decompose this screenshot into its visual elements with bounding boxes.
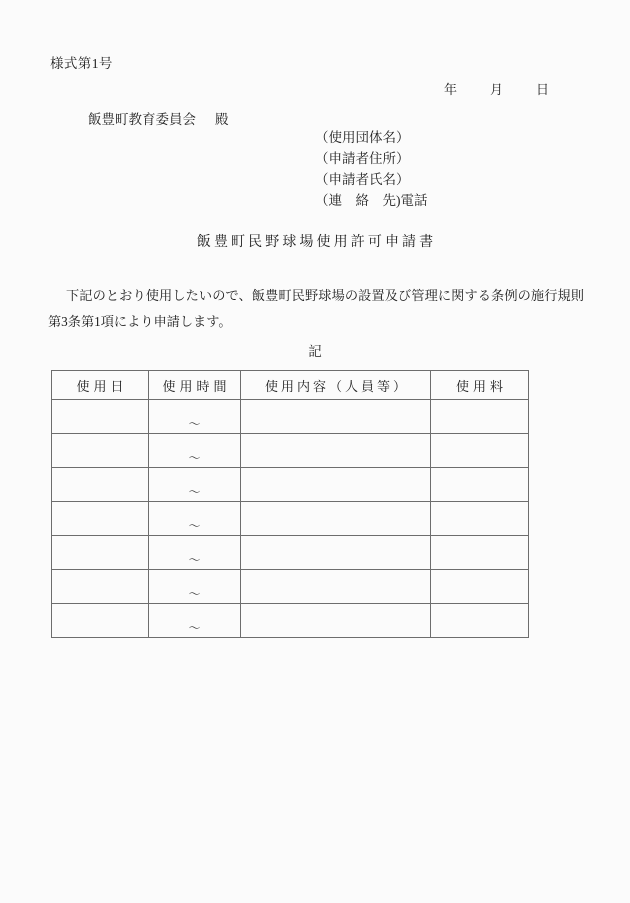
applicant-group-name-label: （使用団体名） [315,130,410,145]
column-header-usage-fee: 使用料 [431,371,529,400]
table-row [52,570,529,604]
ki-marker: 記 [308,344,322,359]
cell-usage-fee[interactable] [431,502,529,536]
table-row [52,434,529,468]
date-month-label: 月 [490,82,504,97]
date-line [444,79,549,98]
addressee-honorific: 殿 [215,112,229,127]
cell-usage-date[interactable] [52,570,149,604]
applicant-address-label: （申請者住所） [315,151,410,166]
cell-usage-detail[interactable] [241,604,431,638]
cell-usage-time[interactable] [149,434,241,468]
addressee-name: 飯豊町教育委員会 [88,112,196,127]
cell-usage-time[interactable] [149,604,241,638]
applicant-name-label: （申請者氏名） [315,172,410,187]
usage-application-table [51,370,529,638]
date-year-label: 年 [444,82,458,97]
cell-usage-detail[interactable] [241,434,431,468]
table-row [52,400,529,434]
time-range-separator: 〜 [188,621,201,635]
cell-usage-fee[interactable] [431,604,529,638]
cell-usage-date[interactable] [52,502,149,536]
column-header-usage-time: 使用時間 [149,371,241,400]
date-day-label: 日 [536,82,550,97]
cell-usage-fee[interactable] [431,434,529,468]
cell-usage-fee[interactable] [431,536,529,570]
cell-usage-fee[interactable] [431,468,529,502]
cell-usage-date[interactable] [52,434,149,468]
cell-usage-detail[interactable] [241,536,431,570]
table-header-row [52,371,529,400]
applicant-contact-label: （連 絡 先)電話 [315,193,428,208]
time-range-separator: 〜 [188,553,201,567]
cell-usage-detail[interactable] [241,400,431,434]
body-paragraph: 下記のとおり使用したいので、飯豊町民野球場の設置及び管理に関する条例の施行規則第3条第1項により申請します。 [48,288,584,329]
column-header-usage-date: 使用日 [52,371,149,400]
cell-usage-time[interactable] [149,400,241,434]
addressee [88,108,229,128]
column-header-usage-detail: 使用内容（人員等） [241,371,431,400]
cell-usage-detail[interactable] [241,468,431,502]
time-range-separator: 〜 [188,519,201,533]
cell-usage-time[interactable] [149,502,241,536]
applicant-info-block [315,127,428,211]
time-range-separator: 〜 [188,485,201,499]
cell-usage-fee[interactable] [431,570,529,604]
time-range-separator: 〜 [188,451,201,465]
cell-usage-time[interactable] [149,536,241,570]
time-range-separator: 〜 [188,417,201,431]
cell-usage-time[interactable] [149,570,241,604]
cell-usage-date[interactable] [52,468,149,502]
table-row [52,604,529,638]
cell-usage-date[interactable] [52,536,149,570]
cell-usage-date[interactable] [52,400,149,434]
time-range-separator: 〜 [188,587,201,601]
table-row [52,468,529,502]
table-body [52,400,529,638]
cell-usage-date[interactable] [52,604,149,638]
page-title: 飯豊町民野球場使用許可申請書 [196,235,437,250]
cell-usage-detail[interactable] [241,570,431,604]
table-row [52,502,529,536]
cell-usage-time[interactable] [149,468,241,502]
form-number: 様式第1号 [50,56,113,71]
cell-usage-detail[interactable] [241,502,431,536]
table-row [52,536,529,570]
cell-usage-fee[interactable] [431,400,529,434]
